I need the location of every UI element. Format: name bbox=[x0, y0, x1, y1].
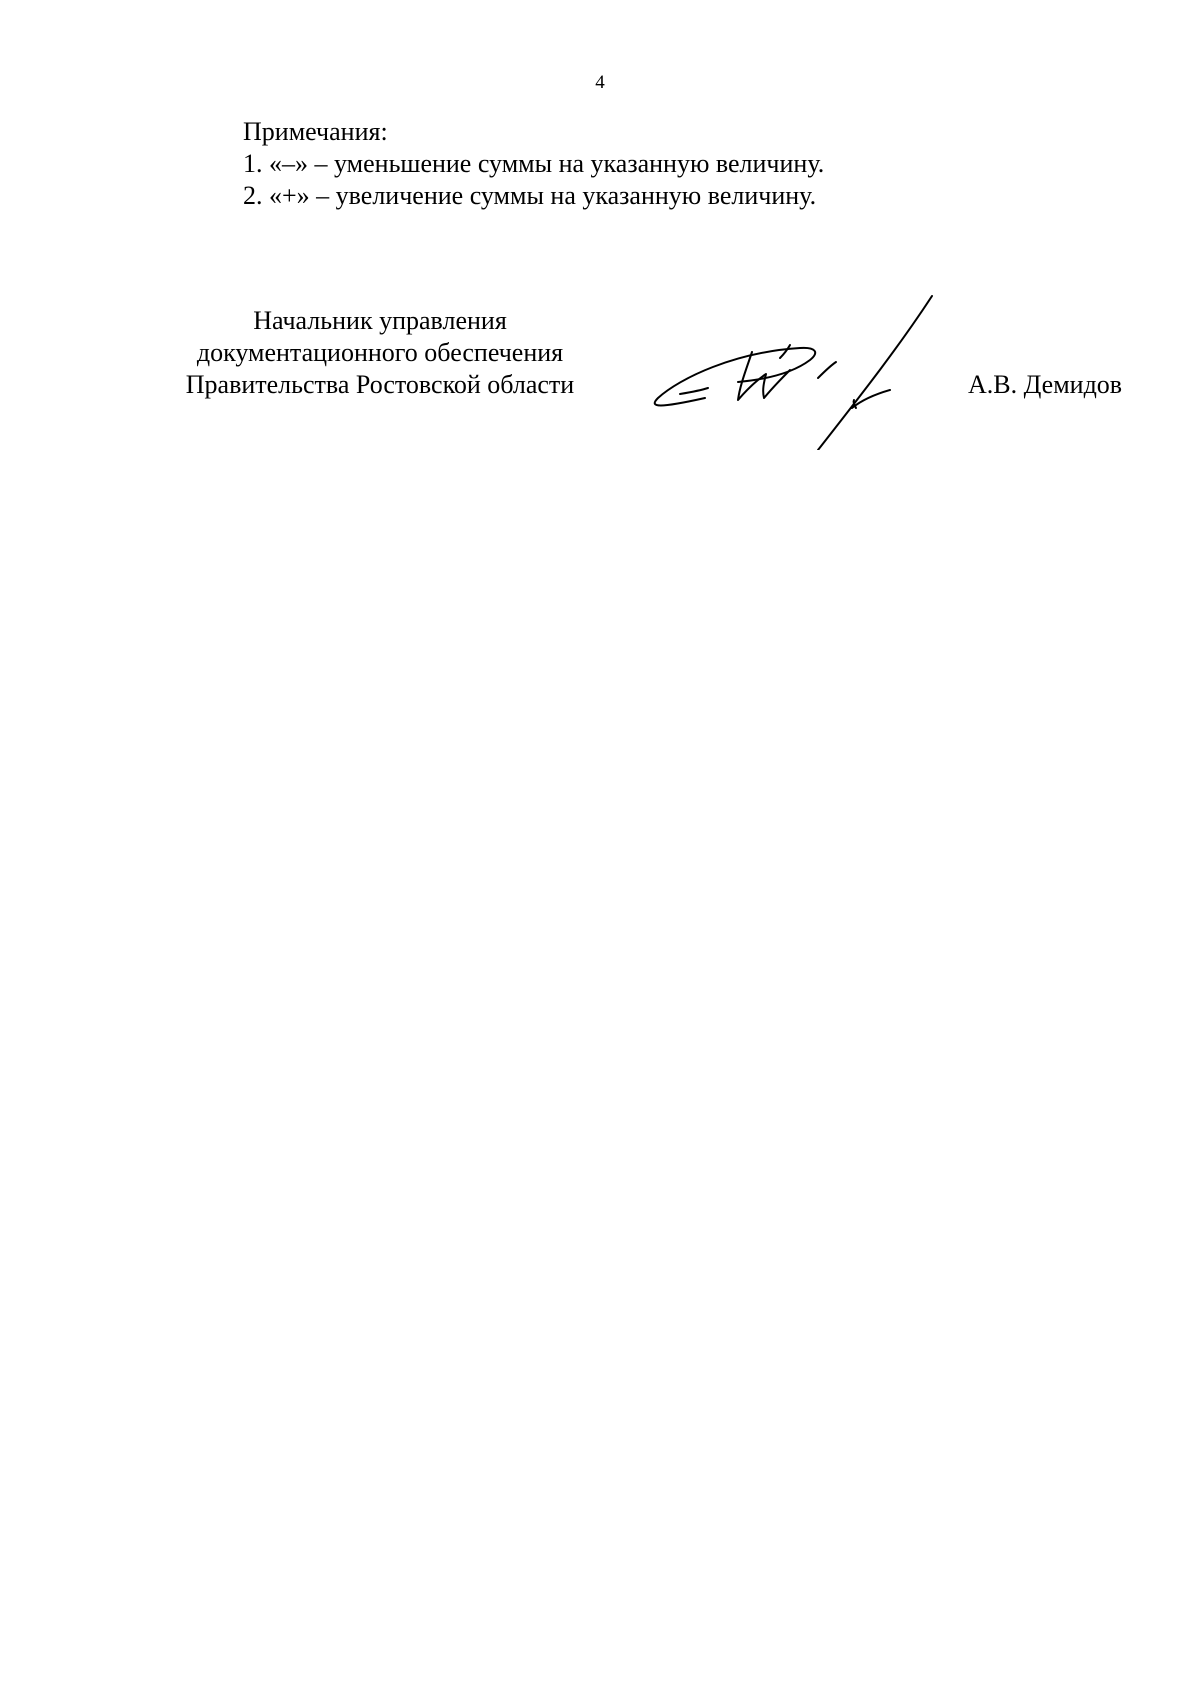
signer-title-line-3: Правительства Ростовской области bbox=[185, 370, 575, 399]
notes-section bbox=[243, 116, 824, 212]
signer-name: А.В. Демидов bbox=[968, 370, 1123, 399]
notes-heading: Примечания: bbox=[243, 117, 388, 146]
page-number: 4 bbox=[595, 72, 605, 93]
note-item-2: 2. «+» – увеличение суммы на указанную величину. bbox=[243, 181, 817, 210]
signer-title bbox=[160, 305, 600, 401]
handwritten-signature bbox=[640, 290, 940, 450]
note-item-1: 1. «–» – уменьшение суммы на указанную величину. bbox=[243, 149, 825, 178]
signer-title-line-2: документационного обеспечения bbox=[196, 338, 564, 367]
signer-title-line-1: Начальник управления bbox=[253, 306, 507, 335]
